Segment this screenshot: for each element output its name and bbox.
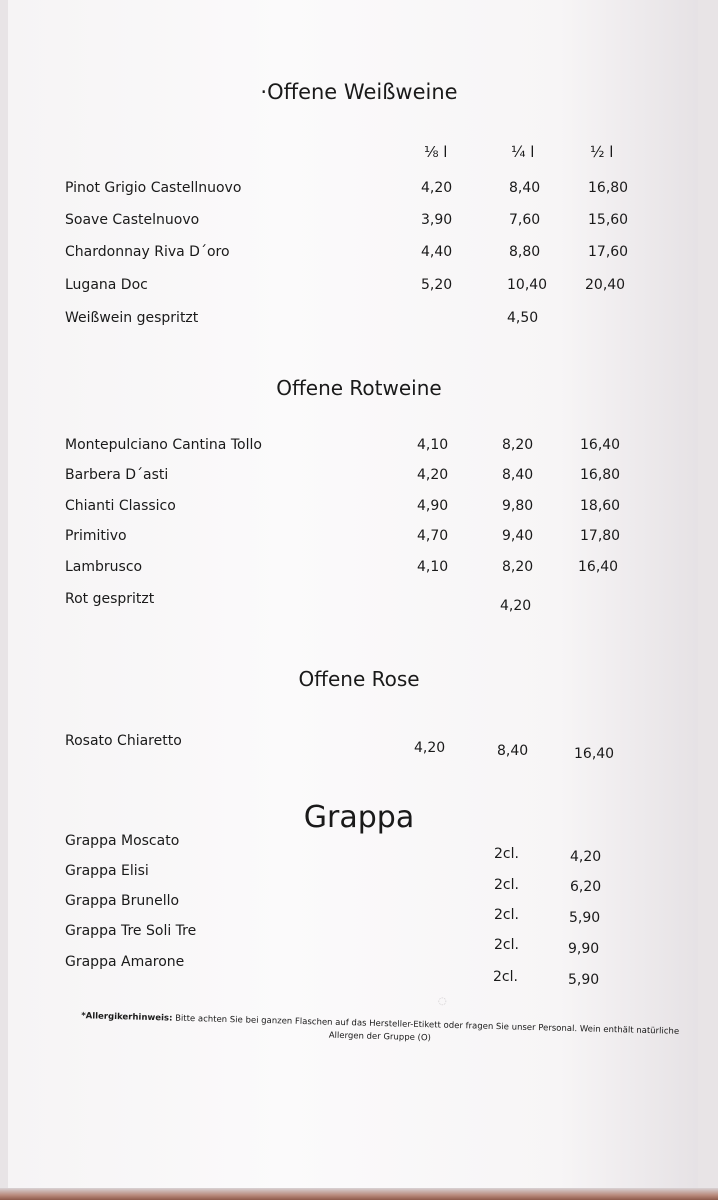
price-half: 15,60 bbox=[588, 212, 629, 228]
wine-name: Pinot Grigio Castellnuovo bbox=[65, 180, 242, 196]
wine-name: Chardonnay Riva D´oro bbox=[65, 244, 230, 260]
grappa-price: 5,90 bbox=[568, 972, 600, 988]
decorative-mark: ◌ bbox=[438, 996, 447, 1007]
wine-name: Rosato Chiaretto bbox=[65, 733, 182, 749]
wine-row bbox=[0, 498, 718, 522]
price-half: 20,40 bbox=[585, 277, 626, 293]
grappa-name: Grappa Tre Soli Tre bbox=[65, 923, 197, 939]
price-eighth: 3,90 bbox=[421, 212, 453, 228]
price-eighth: 4,20 bbox=[421, 180, 453, 196]
price-eighth: 4,20 bbox=[414, 740, 446, 756]
grappa-name: Grappa Elisi bbox=[65, 863, 149, 879]
grappa-price: 5,90 bbox=[569, 910, 601, 926]
price-quarter: 9,80 bbox=[502, 498, 534, 514]
price-quarter: 4,50 bbox=[507, 310, 539, 326]
price-eighth: 4,20 bbox=[417, 467, 449, 483]
price-quarter: 8,40 bbox=[497, 743, 529, 759]
wine-name: Primitivo bbox=[65, 528, 127, 544]
wine-name: Barbera D´asti bbox=[65, 467, 169, 483]
wine-row bbox=[0, 559, 718, 583]
price-quarter: 8,20 bbox=[502, 559, 534, 575]
grappa-row bbox=[0, 893, 718, 926]
wine-row bbox=[0, 528, 718, 552]
wine-row bbox=[0, 212, 718, 236]
grappa-row bbox=[0, 833, 718, 865]
section-title-red-wines: Offene Rotweine bbox=[276, 376, 442, 400]
section-title-white-wines: ·Offene Weißweine bbox=[260, 80, 458, 104]
wine-row bbox=[0, 277, 718, 301]
table-edge bbox=[0, 1188, 718, 1200]
price-quarter: 8,40 bbox=[502, 467, 534, 483]
wine-row bbox=[0, 180, 718, 204]
wine-row bbox=[0, 591, 718, 615]
price-half: 17,80 bbox=[580, 528, 621, 544]
grappa-price: 9,90 bbox=[568, 941, 600, 957]
grappa-name: Grappa Amarone bbox=[65, 954, 185, 970]
price-eighth: 4,70 bbox=[417, 528, 449, 544]
wine-name: Rot gespritzt bbox=[65, 591, 155, 607]
price-quarter: 7,60 bbox=[509, 212, 541, 228]
price-quarter: 9,40 bbox=[502, 528, 534, 544]
grappa-price: 6,20 bbox=[570, 879, 602, 895]
price-half: 16,40 bbox=[578, 559, 619, 575]
grappa-row bbox=[0, 954, 718, 988]
column-header-half-liter: ½ l bbox=[590, 143, 614, 161]
wine-row bbox=[0, 437, 718, 461]
price-half: 16,80 bbox=[580, 467, 621, 483]
section-title-rose: Offene Rose bbox=[298, 667, 420, 691]
footnote-label: *Allergikerhinweis: bbox=[81, 1011, 173, 1024]
wine-name: Lambrusco bbox=[65, 559, 143, 575]
grappa-size: 2cl. bbox=[494, 877, 519, 893]
price-eighth: 5,20 bbox=[421, 277, 453, 293]
price-half: 18,60 bbox=[580, 498, 621, 514]
price-quarter: 8,20 bbox=[502, 437, 534, 453]
price-quarter: 8,40 bbox=[509, 180, 541, 196]
price-eighth: 4,10 bbox=[417, 437, 449, 453]
price-eighth: 4,10 bbox=[417, 559, 449, 575]
wine-row bbox=[0, 310, 718, 334]
footnote-text: Bitte achten Sie bei ganzen Flaschen auf das Hersteller-Etikett oder fragen Sie unser Personal. Wein enthält natürliche Allergen der Gruppe (O) bbox=[172, 1013, 680, 1044]
wine-row bbox=[0, 733, 718, 762]
price-quarter: 4,20 bbox=[500, 598, 532, 614]
wine-name: Weißwein gespritzt bbox=[65, 310, 199, 326]
wine-row bbox=[0, 244, 718, 268]
wine-row bbox=[0, 467, 718, 491]
price-quarter: 8,80 bbox=[509, 244, 541, 260]
grappa-row bbox=[0, 863, 718, 895]
grappa-price: 4,20 bbox=[570, 849, 602, 865]
column-header-eighth-liter: ⅛ l bbox=[424, 143, 448, 161]
grappa-name: Grappa Moscato bbox=[65, 833, 180, 849]
column-header-quarter-liter: ¼ l bbox=[511, 143, 535, 161]
price-half: 17,60 bbox=[588, 244, 629, 260]
price-quarter: 10,40 bbox=[507, 277, 548, 293]
price-eighth: 4,40 bbox=[421, 244, 453, 260]
wine-name: Soave Castelnuovo bbox=[65, 212, 200, 228]
section-title-grappa: Grappa bbox=[303, 800, 415, 835]
grappa-name: Grappa Brunello bbox=[65, 893, 180, 909]
grappa-row bbox=[0, 923, 718, 957]
grappa-size: 2cl. bbox=[493, 969, 518, 985]
price-half: 16,40 bbox=[580, 437, 621, 453]
price-eighth: 4,90 bbox=[417, 498, 449, 514]
wine-name: Chianti Classico bbox=[65, 498, 176, 514]
wine-name: Lugana Doc bbox=[65, 277, 148, 293]
grappa-size: 2cl. bbox=[494, 907, 519, 923]
grappa-size: 2cl. bbox=[494, 937, 519, 953]
price-half: 16,80 bbox=[588, 180, 629, 196]
wine-name: Montepulciano Cantina Tollo bbox=[65, 437, 262, 453]
price-half: 16,40 bbox=[574, 746, 615, 762]
grappa-size: 2cl. bbox=[494, 846, 519, 862]
